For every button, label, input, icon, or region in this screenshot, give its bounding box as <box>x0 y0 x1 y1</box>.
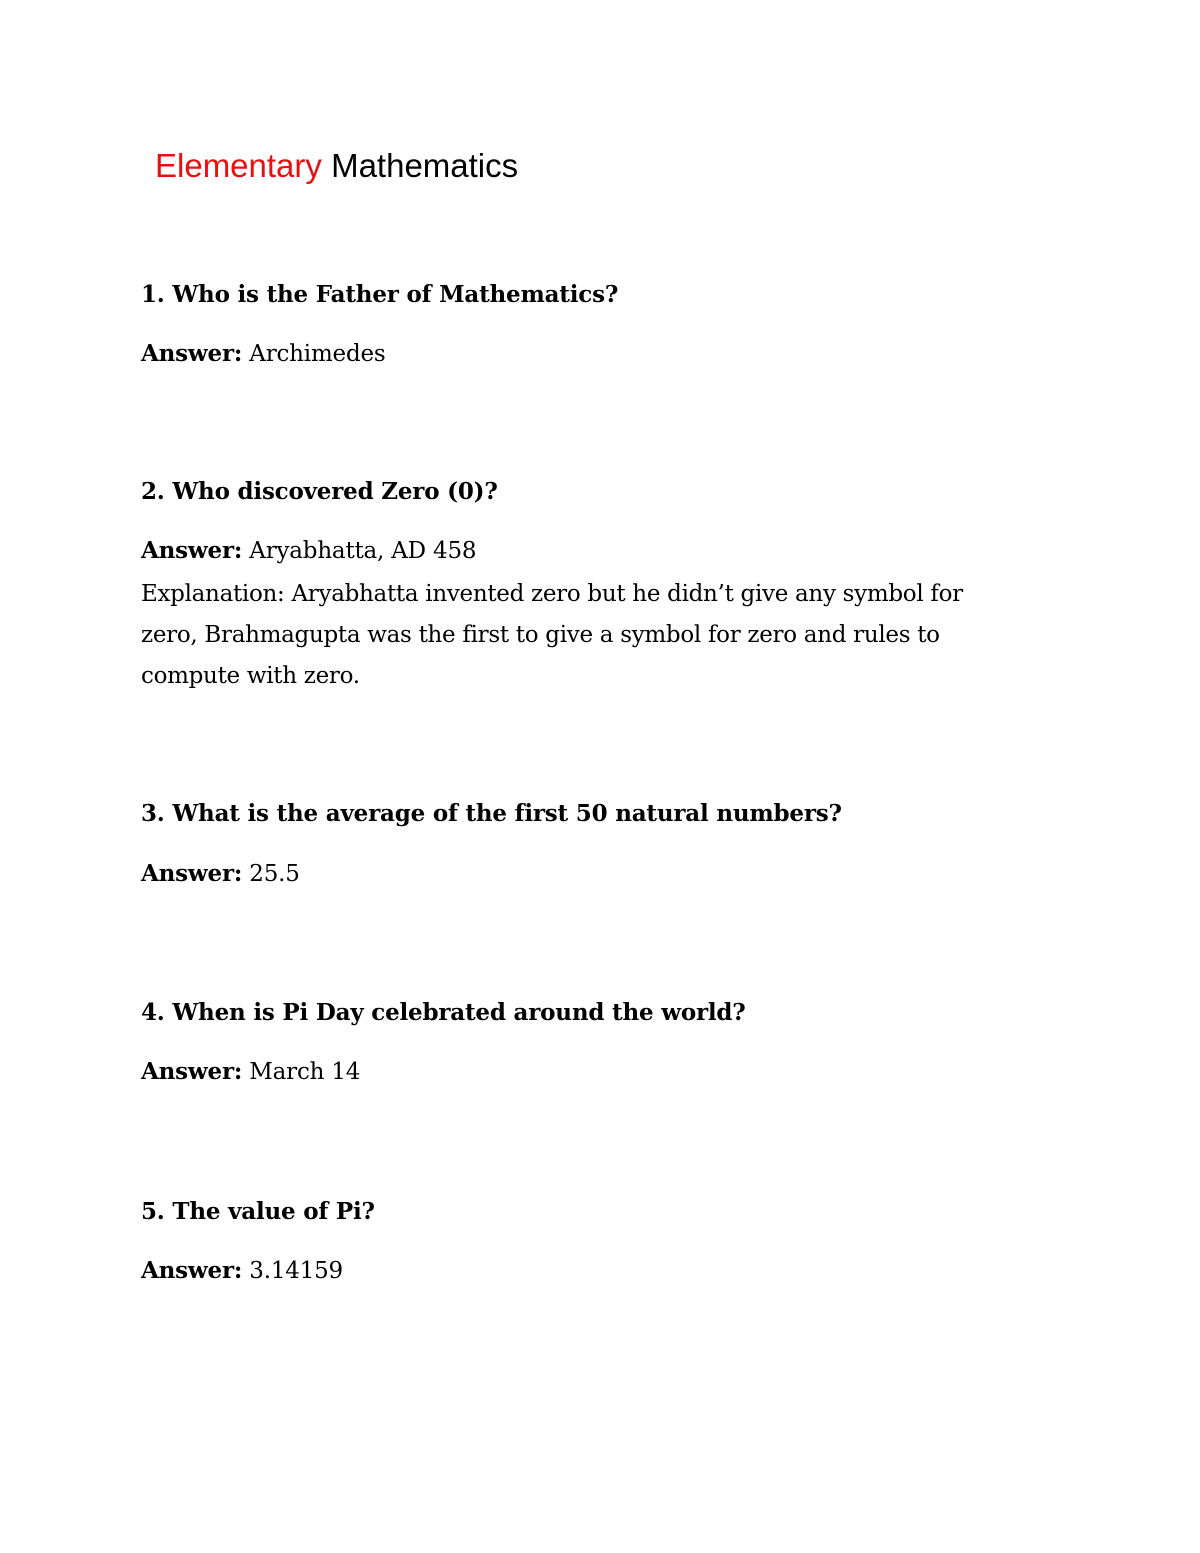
answer-4 <box>141 1055 360 1089</box>
explanation-line: Explanation: Aryabhatta invented zero but he didn’t give any symbol for <box>141 581 963 607</box>
answer-2 <box>141 534 476 568</box>
question-4: 4. When is Pi Day celebrated around the world? <box>141 999 746 1026</box>
answer-1 <box>141 337 386 371</box>
question-5: 5. The value of Pi? <box>141 1198 375 1225</box>
answer-3 <box>141 857 300 891</box>
explanation-line: zero, Brahmagupta was the first to give a symbol for zero and rules to <box>141 622 940 648</box>
answer-1-value: Archimedes <box>242 341 386 367</box>
title-accent-word: Elementary <box>155 147 322 184</box>
answer-label: Answer: <box>141 1257 243 1284</box>
page-title <box>155 143 518 189</box>
answer-4-value: March 14 <box>242 1059 361 1085</box>
answer-label: Answer: <box>141 860 243 887</box>
answer-label: Answer: <box>141 537 243 564</box>
answer-2-value: Aryabhatta, AD 458 <box>242 538 477 564</box>
answer-5 <box>141 1254 343 1288</box>
answer-5-value: 3.14159 <box>242 1258 343 1284</box>
question-2: 2. Who discovered Zero (0)? <box>141 478 498 505</box>
explanation-line: compute with zero. <box>141 663 360 689</box>
question-3: 3. What is the average of the first 50 natural numbers? <box>141 800 842 827</box>
explanation-2 <box>141 574 1041 697</box>
title-rest: Mathematics <box>321 147 519 184</box>
answer-label: Answer: <box>141 340 243 367</box>
question-1: 1. Who is the Father of Mathematics? <box>141 281 619 308</box>
answer-label: Answer: <box>141 1058 243 1085</box>
answer-3-value: 25.5 <box>242 861 300 887</box>
